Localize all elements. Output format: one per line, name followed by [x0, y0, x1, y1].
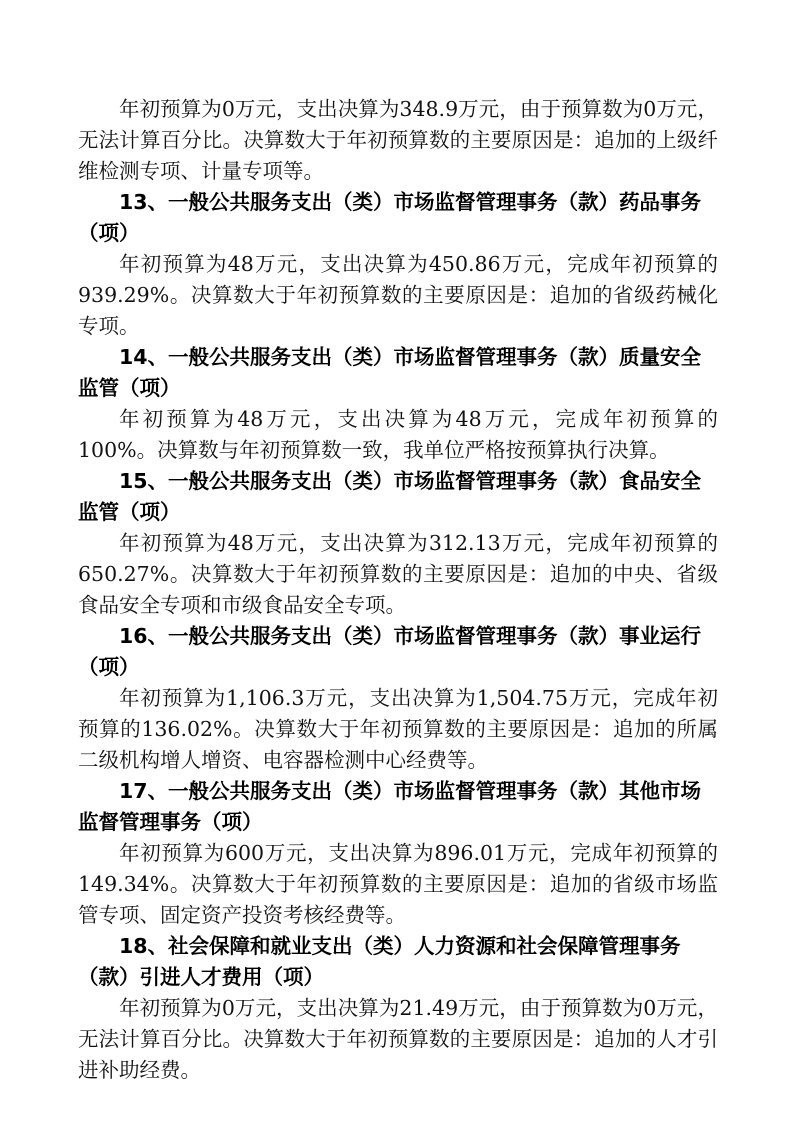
section-body-13: 年初预算为48万元，支出决算为450.86万元，完成年初预算的939.29%。决算数大于年初预算数的主要原因是：追加的省级药械化专项。	[78, 252, 718, 338]
section-heading-15: 15、一般公共服务支出（类）市场监督管理事务（款）食品安全监管（项）	[78, 469, 702, 524]
intro-paragraph: 年初预算为0万元，支出决算为348.9万元，由于预算数为0万元，无法计算百分比。决算数大于年初预算数的主要原因是：追加的上级纤维检测专项、计量专项等。	[78, 97, 718, 183]
section-body-14: 年初预算为48万元，支出决算为48万元，完成年初预算的100%。决算数与年初预算数一致，我单位严格按预算执行决算。	[78, 407, 718, 462]
section-heading-16: 16、一般公共服务支出（类）市场监督管理事务（款）事业运行（项）	[78, 624, 702, 679]
section-body-16: 年初预算为1,106.3万元，支出决算为1,504.75万元，完成年初预算的136.02%。决算数大于年初预算数的主要原因是：追加的所属二级机构增人增资、电容器检测中心经费等。	[78, 686, 718, 772]
section-body-18: 年初预算为0万元，支出决算为21.49万元，由于预算数为0万元，无法计算百分比。决算数大于年初预算数的主要原因是：追加的人才引进补助经费。	[78, 996, 718, 1082]
section-heading-13: 13、一般公共服务支出（类）市场监督管理事务（款）药品事务（项）	[78, 190, 702, 245]
document-page	[78, 94, 718, 1086]
section-heading-14: 14、一般公共服务支出（类）市场监督管理事务（款）质量安全监管（项）	[78, 345, 702, 400]
section-body-15: 年初预算为48万元，支出决算为312.13万元，完成年初预算的650.27%。决算数大于年初预算数的主要原因是：追加的中央、省级食品安全专项和市级食品安全专项。	[78, 531, 718, 617]
section-body-17: 年初预算为600万元，支出决算为896.01万元，完成年初预算的149.34%。决算数大于年初预算数的主要原因是：追加的省级市场监管专项、固定资产投资考核经费等。	[78, 841, 718, 927]
section-heading-18: 18、社会保障和就业支出（类）人力资源和社会保障管理事务（款）引进人才费用（项）	[78, 934, 681, 989]
section-heading-17: 17、一般公共服务支出（类）市场监督管理事务（款）其他市场监督管理事务（项）	[78, 779, 702, 834]
